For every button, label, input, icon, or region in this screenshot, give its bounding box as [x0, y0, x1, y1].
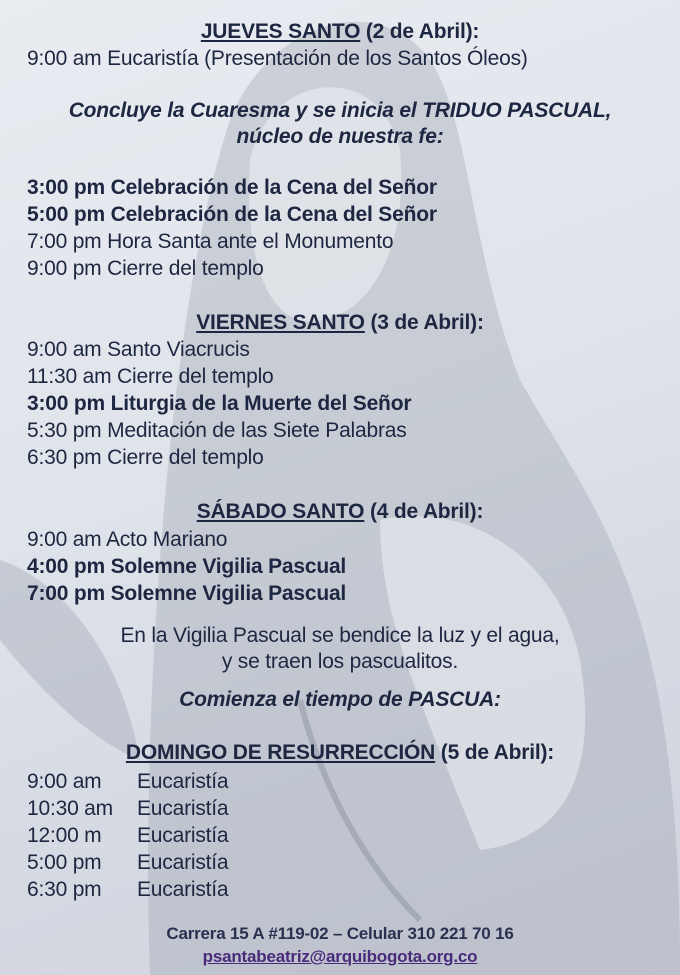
schedule-line: 3:00 pm Celebración de la Cena del Señor: [27, 176, 437, 199]
mass-line: [27, 877, 228, 903]
schedule-line: 9:00 am Eucaristía (Presentación de los Santos Óleos): [27, 47, 528, 70]
sabado-heading: [0, 499, 680, 525]
sabado-title: SÁBADO SANTO: [196, 500, 365, 523]
mass-line: [27, 850, 228, 876]
schedule-line: 9:00 pm Cierre del templo: [27, 257, 264, 280]
mass-time: 9:00 am: [27, 770, 102, 793]
viernes-title: VIERNES SANTO: [196, 311, 365, 334]
schedule-line: 4:00 pm Solemne Vigilia Pascual: [27, 555, 347, 578]
domingo-heading: [0, 740, 680, 766]
schedule-line: 11:30 am Cierre del templo: [27, 365, 274, 388]
mass-time: 5:00 pm: [27, 851, 102, 874]
vigilia-note-line-1: En la Vigilia Pascual se bendice la luz y el agua,: [120, 624, 560, 647]
footer-address: Carrera 15 A #119-02 – Celular 310 221 70 16: [166, 924, 514, 943]
mass-time: 10:30 am: [27, 797, 113, 820]
mass-line: [27, 769, 228, 795]
triduo-line-1: Concluye la Cuaresma y se inicia el TRIDUO PASCUAL,: [68, 99, 612, 122]
vigilia-note-line-2: y se traen los pascualitos.: [221, 650, 459, 673]
mass-line: [27, 823, 228, 849]
domingo-date: (5 de Abril):: [435, 741, 555, 764]
mass-time: 6:30 pm: [27, 878, 102, 901]
mass-event: Eucaristía: [137, 824, 229, 847]
schedule-line: 7:00 pm Solemne Vigilia Pascual: [27, 582, 347, 605]
email-link[interactable]: psantabeatriz@arquibogota.org.co: [202, 947, 478, 966]
schedule-line: 5:00 pm Celebración de la Cena del Señor: [27, 203, 437, 226]
mass-event: Eucaristía: [137, 878, 229, 901]
schedule-line: 6:30 pm Cierre del templo: [27, 446, 264, 469]
schedule-line: 7:00 pm Hora Santa ante el Monumento: [27, 230, 394, 253]
viernes-heading: [0, 310, 680, 336]
jueves-date: (2 de Abril):: [360, 20, 480, 43]
schedule-line: 9:00 am Acto Mariano: [27, 528, 228, 551]
jueves-title: JUEVES SANTO: [200, 20, 361, 43]
mass-event: Eucaristía: [137, 770, 229, 793]
mass-event: Eucaristía: [137, 851, 229, 874]
mass-time: 12:00 m: [27, 824, 102, 847]
sabado-date: (4 de Abril):: [364, 500, 484, 523]
schedule-line: 9:00 am Santo Viacrucis: [27, 338, 250, 361]
pascua-heading: Comienza el tiempo de PASCUA:: [179, 688, 501, 711]
schedule-line: 3:00 pm Liturgia de la Muerte del Señor: [27, 392, 412, 415]
schedule-line: 5:30 pm Meditación de las Siete Palabras: [27, 419, 407, 442]
domingo-title: DOMINGO DE RESURRECCIÓN: [125, 741, 436, 764]
viernes-date: (3 de Abril):: [364, 311, 484, 334]
footer-email-row: [0, 944, 680, 970]
mass-event: Eucaristía: [137, 797, 229, 820]
jueves-heading: [0, 19, 680, 45]
triduo-line-2: núcleo de nuestra fe:: [236, 125, 444, 148]
mass-line: [27, 796, 228, 822]
